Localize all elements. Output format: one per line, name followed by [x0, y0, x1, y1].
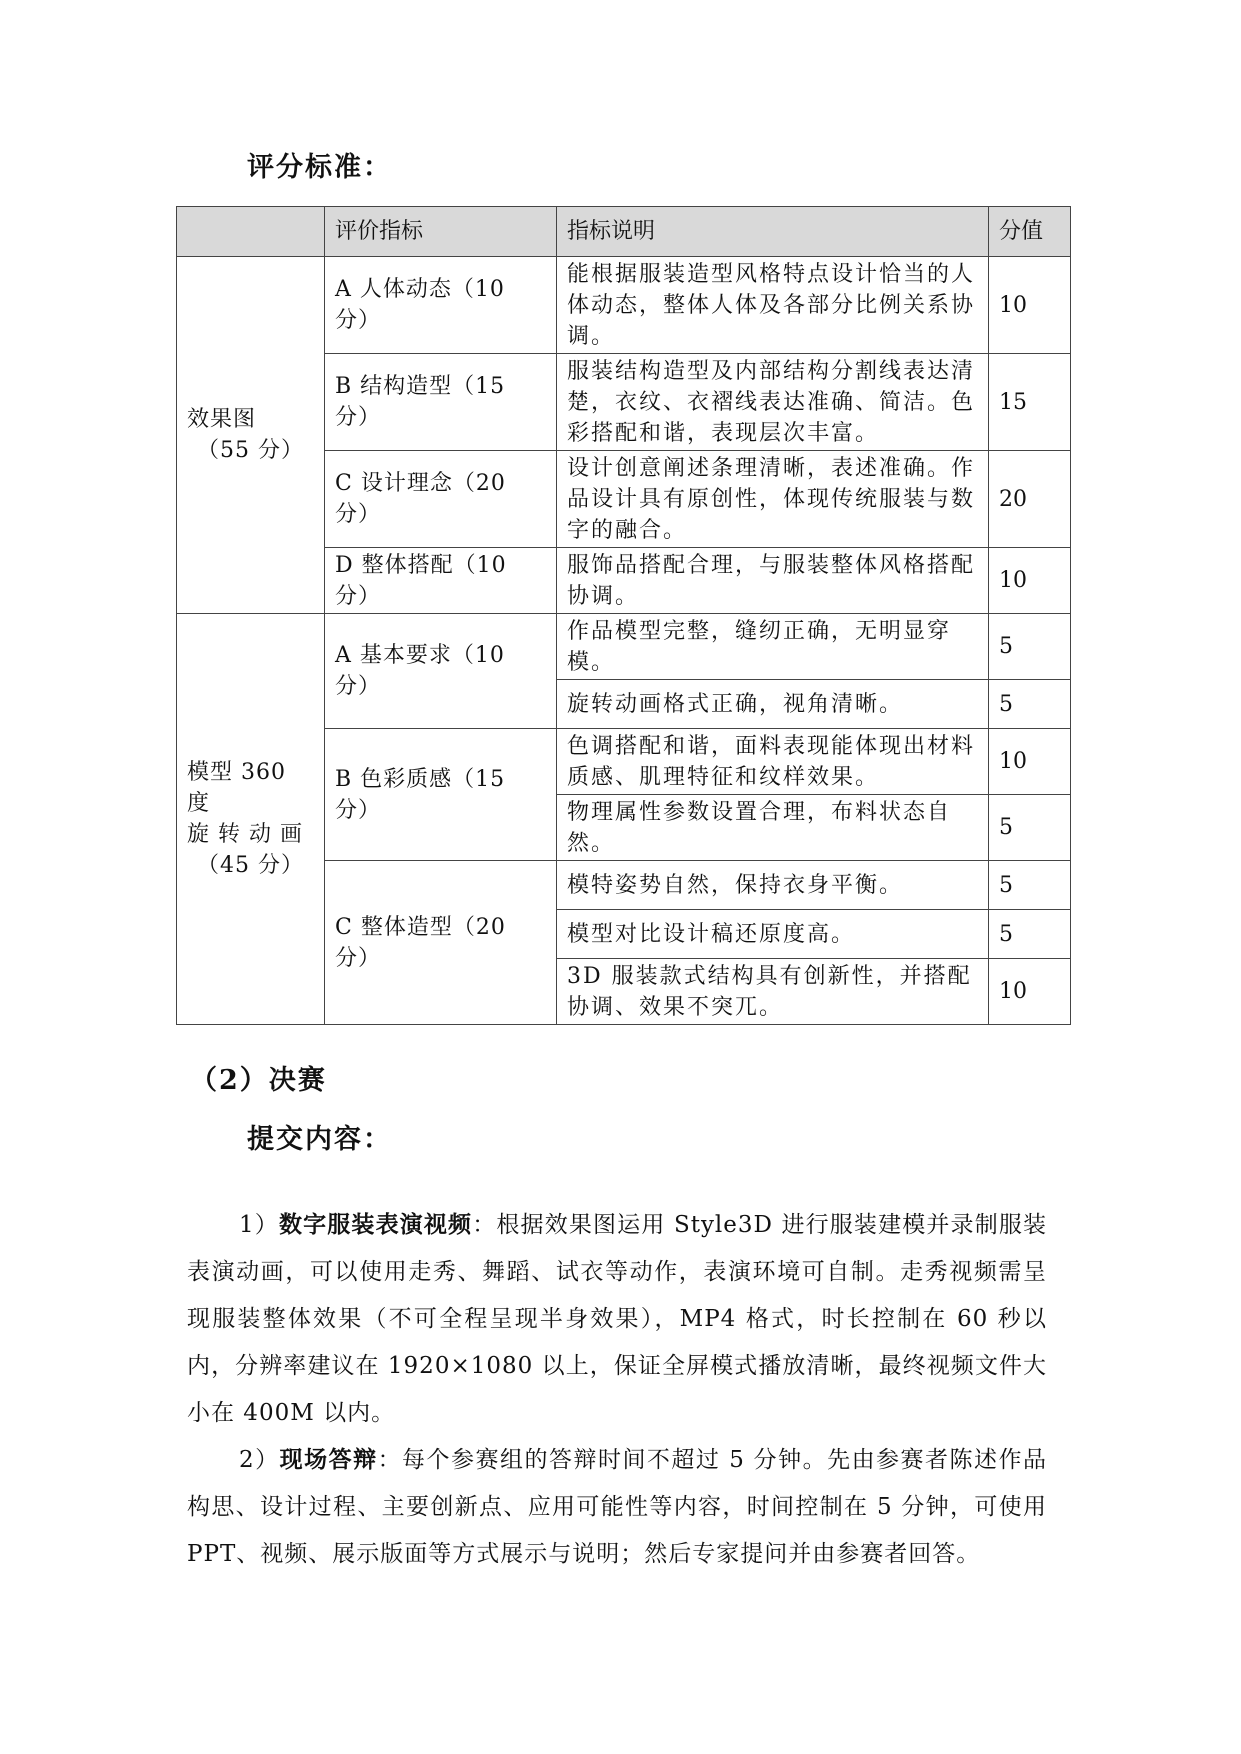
category-cell-model-animation [177, 614, 325, 1025]
description-cell: 3D 服装款式结构具有创新性，并搭配协调、效果不突兀。 [557, 959, 989, 1025]
item-number: 2） [239, 1447, 280, 1473]
indicator-cell: C 整体造型（20 分） [325, 861, 557, 1025]
description-cell: 服装结构造型及内部结构分割线表达清楚，衣纹、衣褶线表达准确、简洁。色彩搭配和谐，表现层次丰富。 [557, 354, 989, 451]
indicator-cell: B 结构造型（15 分） [325, 354, 557, 451]
category-cell-rendering [177, 257, 325, 614]
item-title: 数字服装表演视频 [278, 1211, 473, 1238]
item-number: 1） [239, 1212, 279, 1238]
description-cell: 作品模型完整，缝纫正确，无明显穿模。 [557, 614, 989, 680]
score-cell: 5 [989, 795, 1071, 861]
score-cell: 10 [989, 959, 1071, 1025]
score-cell: 10 [989, 729, 1071, 795]
score-cell: 5 [989, 680, 1071, 729]
final-round-title: （2）决赛 [190, 1065, 327, 1096]
category-label: 效果图 [187, 407, 257, 432]
description-cell: 能根据服装造型风格特点设计恰当的人体动态，整体人体及各部分比例关系协调。 [557, 257, 989, 354]
item-body: ：每个参赛组的答辩时间不超过 5 分钟。先由参赛者陈述作品构思、设计过程、主要创新点、应用可能性等内容，时间控制在 5 分钟，可使用 PPT、视频、展示版面等方式展示与说明；然后专家提问并由参赛者回答。 [187, 1447, 1047, 1567]
category-label: 模型 360 度 [187, 760, 286, 816]
category-label-line2: 旋 转 动 画 [187, 822, 303, 847]
score-cell: 5 [989, 614, 1071, 680]
description-cell: 设计创意阐述条理清晰，表述准确。作品设计具有原创性，体现传统服装与数字的融合。 [557, 451, 989, 548]
score-cell: 10 [989, 257, 1071, 354]
table-header-row [177, 207, 1071, 257]
score-cell: 5 [989, 861, 1071, 910]
header-score: 分值 [989, 207, 1071, 257]
score-cell: 10 [989, 548, 1071, 614]
table-row [177, 614, 1071, 680]
description-cell: 模型对比设计稿还原度高。 [557, 910, 989, 959]
score-cell: 20 [989, 451, 1071, 548]
item-body: ：根据效果图运用 Style3D 进行服装建模并录制服装表演动画，可以使用走秀、舞蹈、试衣等动作，表演环境可自制。走秀视频需呈现服装整体效果（不可全程呈现半身效果），MP4 格式，时长控制在 60 秒以内，分辨率建议在 1920×1080 以上，保证全屏模式播放清晰，最终视频文件大小在 400M 以内。 [187, 1212, 1048, 1426]
submission-content-heading: 提交内容： [247, 1124, 392, 1155]
category-points: （55 分） [197, 438, 304, 463]
indicator-cell: B 色彩质感（15 分） [325, 729, 557, 861]
indicator-cell: A 人体动态（10 分） [325, 257, 557, 354]
description-cell: 色调搭配和谐，面料表现能体现出材料质感、肌理特征和纹样效果。 [557, 729, 989, 795]
description-cell: 物理属性参数设置合理，布料状态自然。 [557, 795, 989, 861]
header-description: 指标说明 [557, 207, 989, 257]
item-title: 现场答辩 [279, 1446, 378, 1473]
description-cell: 模特姿势自然，保持衣身平衡。 [557, 861, 989, 910]
category-points: （45 分） [197, 853, 304, 878]
paragraph-performance-video [187, 1201, 1047, 1437]
scoring-table [176, 206, 1071, 1025]
indicator-cell: A 基本要求（10 分） [325, 614, 557, 729]
indicator-cell: D 整体搭配（10 分） [325, 548, 557, 614]
header-blank [177, 207, 325, 257]
paragraph-onsite-defense [187, 1436, 1047, 1578]
score-cell: 15 [989, 354, 1071, 451]
indicator-cell: C 设计理念（20 分） [325, 451, 557, 548]
description-cell: 旋转动画格式正确，视角清晰。 [557, 680, 989, 729]
scoring-criteria-heading: 评分标准： [247, 152, 392, 183]
score-cell: 5 [989, 910, 1071, 959]
header-indicator: 评价指标 [325, 207, 557, 257]
table-row [177, 257, 1071, 354]
description-cell: 服饰品搭配合理，与服装整体风格搭配协调。 [557, 548, 989, 614]
